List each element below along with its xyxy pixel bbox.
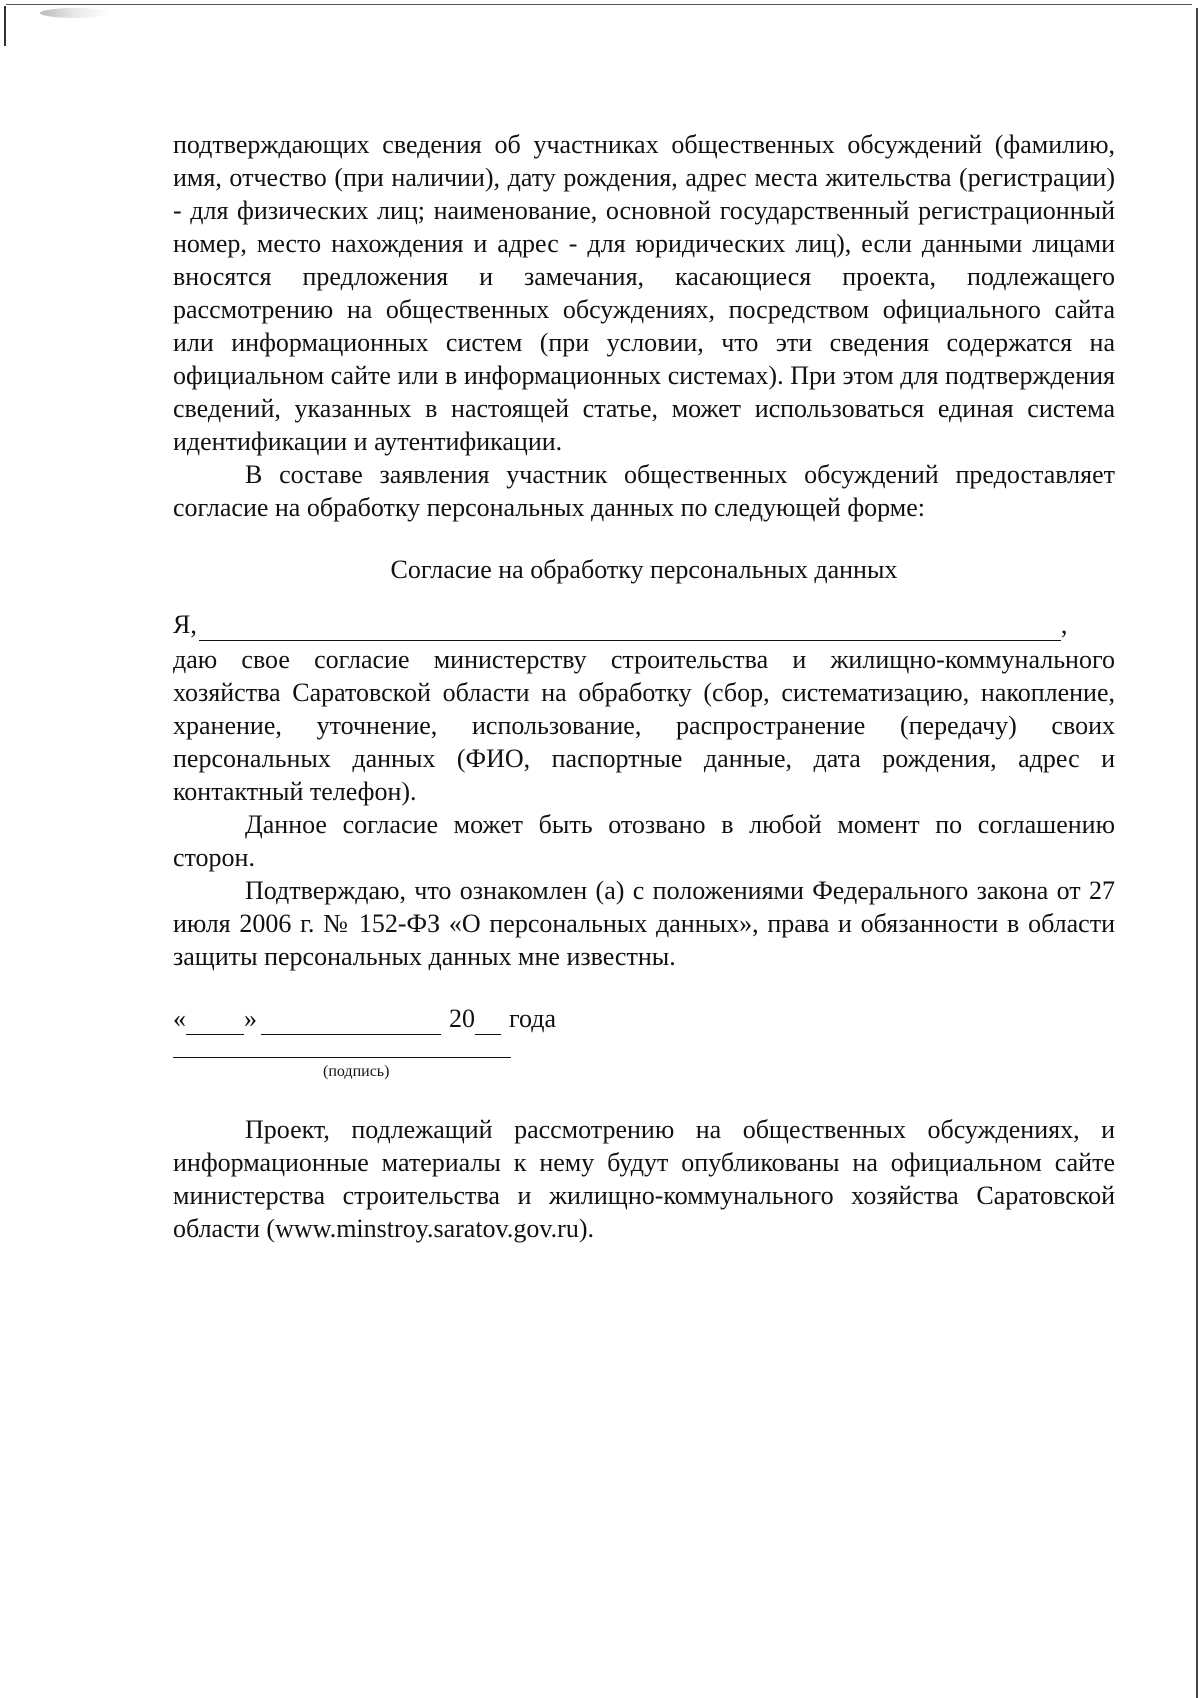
- signature-caption: (подпись): [323, 1063, 390, 1080]
- paragraph-publication: Проект, подлежащий рассмотрению на общественных обсуждениях, и информационные материалы к нему будут опубликованы на официальном сайте министерства строительства и жилищно-коммунального хозяйства Саратовской области (www.minstroy.saratov.gov.ru).: [173, 1115, 1115, 1243]
- date-open-quote: «: [173, 1004, 186, 1033]
- date-year-prefix: 20: [449, 1004, 475, 1033]
- scan-edge-top: [6, 4, 1192, 5]
- paragraph-consent-intro: В составе заявления участник общественных обсуждений предоставляет согласие на обработку персональных данных по следующей форме:: [173, 460, 1115, 522]
- scan-smudge: [40, 8, 110, 18]
- scan-edge-left: [4, 6, 6, 46]
- name-field-blank: [199, 614, 1061, 641]
- paragraph-consent-body: даю свое согласие министерству строительства и жилищно-коммунального хозяйства Саратовской области на обработку (сбор, систематизацию, накопление, хранение, уточнение, использование, распространение (передачу) своих персональных данных (ФИО, паспортные данные, дата рождения, адрес и контактный телефон).: [173, 645, 1115, 806]
- paragraph-revocation: Данное согласие может быть отозвано в любой момент по соглашению сторон.: [173, 810, 1115, 872]
- name-field-prefix: Я,: [173, 610, 197, 639]
- paragraph-acknowledgement: Подтверждаю, что ознакомлен (а) с положениями Федерального закона от 27 июля 2006 г. № 152-ФЗ «О персональных данных», права и обязанности в области защиты персональных данных мне известны.: [173, 876, 1115, 971]
- signature-blank: [173, 1057, 511, 1058]
- date-close-quote: »: [244, 1004, 257, 1033]
- name-field-line: [173, 608, 1115, 641]
- date-day-blank: [186, 1008, 244, 1035]
- consent-form-title: Согласие на обработку персональных данных: [390, 555, 898, 584]
- date-month-blank: [261, 1008, 441, 1035]
- date-year-blank: [475, 1008, 501, 1035]
- scan-edge-right: [1196, 8, 1198, 1698]
- name-field-suffix: ,: [1060, 610, 1068, 639]
- paragraph-identification: подтверждающих сведения об участниках общественных обсуждений (фамилию, имя, отчество (при наличии), дату рождения, адрес места жительства (регистрации) - для физических лиц; наименование, основной государственный регистрационный номер, место нахождения и адрес - для юридических лиц), если данными лицами вносятся предложения и замечания, касающиеся проекта, подлежащего рассмотрению на общественных обсуждениях, посредством официального сайта или информационных систем (при условии, что эти сведения содержатся на официальном сайте или в информационных системах). При этом для подтверждения сведений, указанных в настоящей статье, может использоваться единая система идентификации и аутентификации.: [173, 130, 1115, 456]
- document-page: [173, 128, 1115, 1245]
- date-field-line: [173, 1002, 1115, 1035]
- date-suffix: года: [509, 1004, 557, 1033]
